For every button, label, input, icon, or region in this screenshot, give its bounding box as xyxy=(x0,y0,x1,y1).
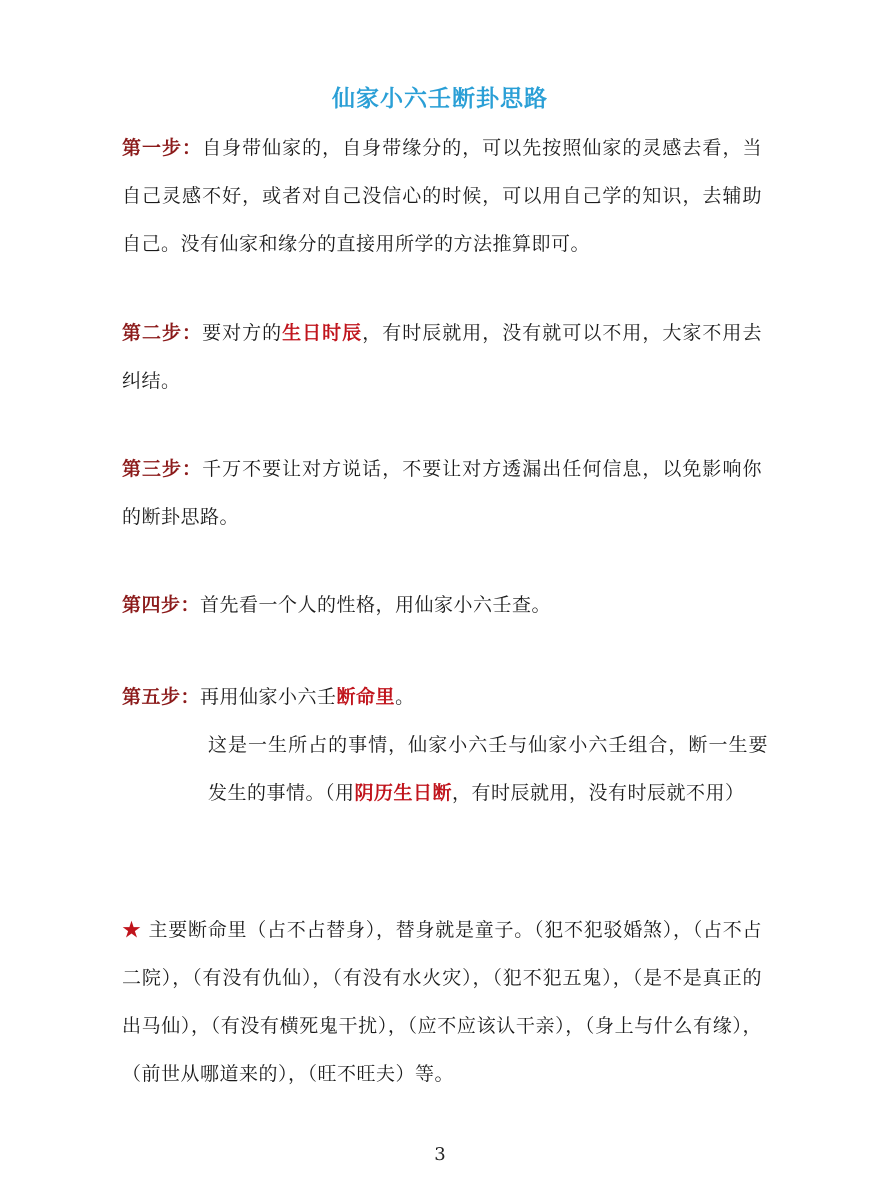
step-4-label: 第四步 xyxy=(122,594,181,616)
page-title: 仙家小六壬断卦思路 xyxy=(332,85,548,112)
step-3-text: 千万不要让对方说话，不要让对方透漏出任何信息，以免影响你的断卦思路。 xyxy=(122,458,762,528)
step-3-label: 第三步 xyxy=(122,458,183,480)
step-5-sub-pre: 这是一生所占的事情，仙家小六壬与仙家小六壬组合，断一生要发生的事情。（用 xyxy=(208,734,768,804)
step-1-text: 自身带仙家的，自身带缘分的，可以先按照仙家的灵感去看，当自己灵感不好，或者对自己没信心的时候，可以用自己学的知识，去辅助自己。没有仙家和缘分的直接用所学的方法推算即可。 xyxy=(122,137,762,255)
step-4-text: 首先看一个人的性格，用仙家小六壬查。 xyxy=(200,594,552,616)
step-5-text-pre: 再用仙家小六壬 xyxy=(200,686,337,708)
step-2-label: 第二步 xyxy=(122,322,183,344)
step-2-text-post: ，有时辰就用，没有就可以不用，大家不用去纠结。 xyxy=(122,322,762,392)
step-1-paragraph: 第一步：自身带仙家的，自身带缘分的，可以先按照仙家的灵感去看，当自己灵感不好，或者对自己没信心的时候，可以用自己学的知识，去辅助自己。没有仙家和缘分的直接用所学的方法推算即可。 xyxy=(122,137,762,255)
step-5-label: 第五步 xyxy=(122,686,181,708)
step-2-paragraph: 第二步：要对方的生日时辰，有时辰就用，没有就可以不用，大家不用去纠结。 xyxy=(122,322,762,392)
step-3-paragraph: 第三步：千万不要让对方说话，不要让对方透漏出任何信息，以免影响你的断卦思路。 xyxy=(122,458,762,528)
page-number: 3 xyxy=(434,1144,446,1165)
star-note-paragraph xyxy=(122,906,762,1098)
step-5-highlight: 断命里 xyxy=(336,686,396,708)
step-5-sub-post: ，有时辰就用，没有时辰就不用） xyxy=(452,782,745,804)
star-note-text: 主要断命里（占不占替身），替身就是童子。（犯不犯驳婚煞），（占不占二院），（有没有仇仙），（有没有水火灾），（犯不犯五鬼），（是不是真正的出马仙），（有没有横死鬼干扰），（应不应该认干亲），（身上与什么有缘），（前世从哪道来的），（旺不旺夫）等。 xyxy=(122,919,762,1085)
step-1-label: 第一步 xyxy=(122,137,183,159)
step-5-text-post: 。 xyxy=(395,686,415,708)
step-2-highlight: 生日时辰 xyxy=(282,322,363,344)
star-icon: ★ xyxy=(122,919,142,941)
step-5-paragraph: 第五步：再用仙家小六壬断命里。 xyxy=(122,686,415,708)
step-5-sub-highlight: 阴历生日断 xyxy=(354,782,453,804)
step-2-text-pre: 要对方的 xyxy=(202,322,283,344)
step-5-subparagraph xyxy=(208,721,768,817)
step-4-paragraph: 第四步：首先看一个人的性格，用仙家小六壬查。 xyxy=(122,594,552,616)
